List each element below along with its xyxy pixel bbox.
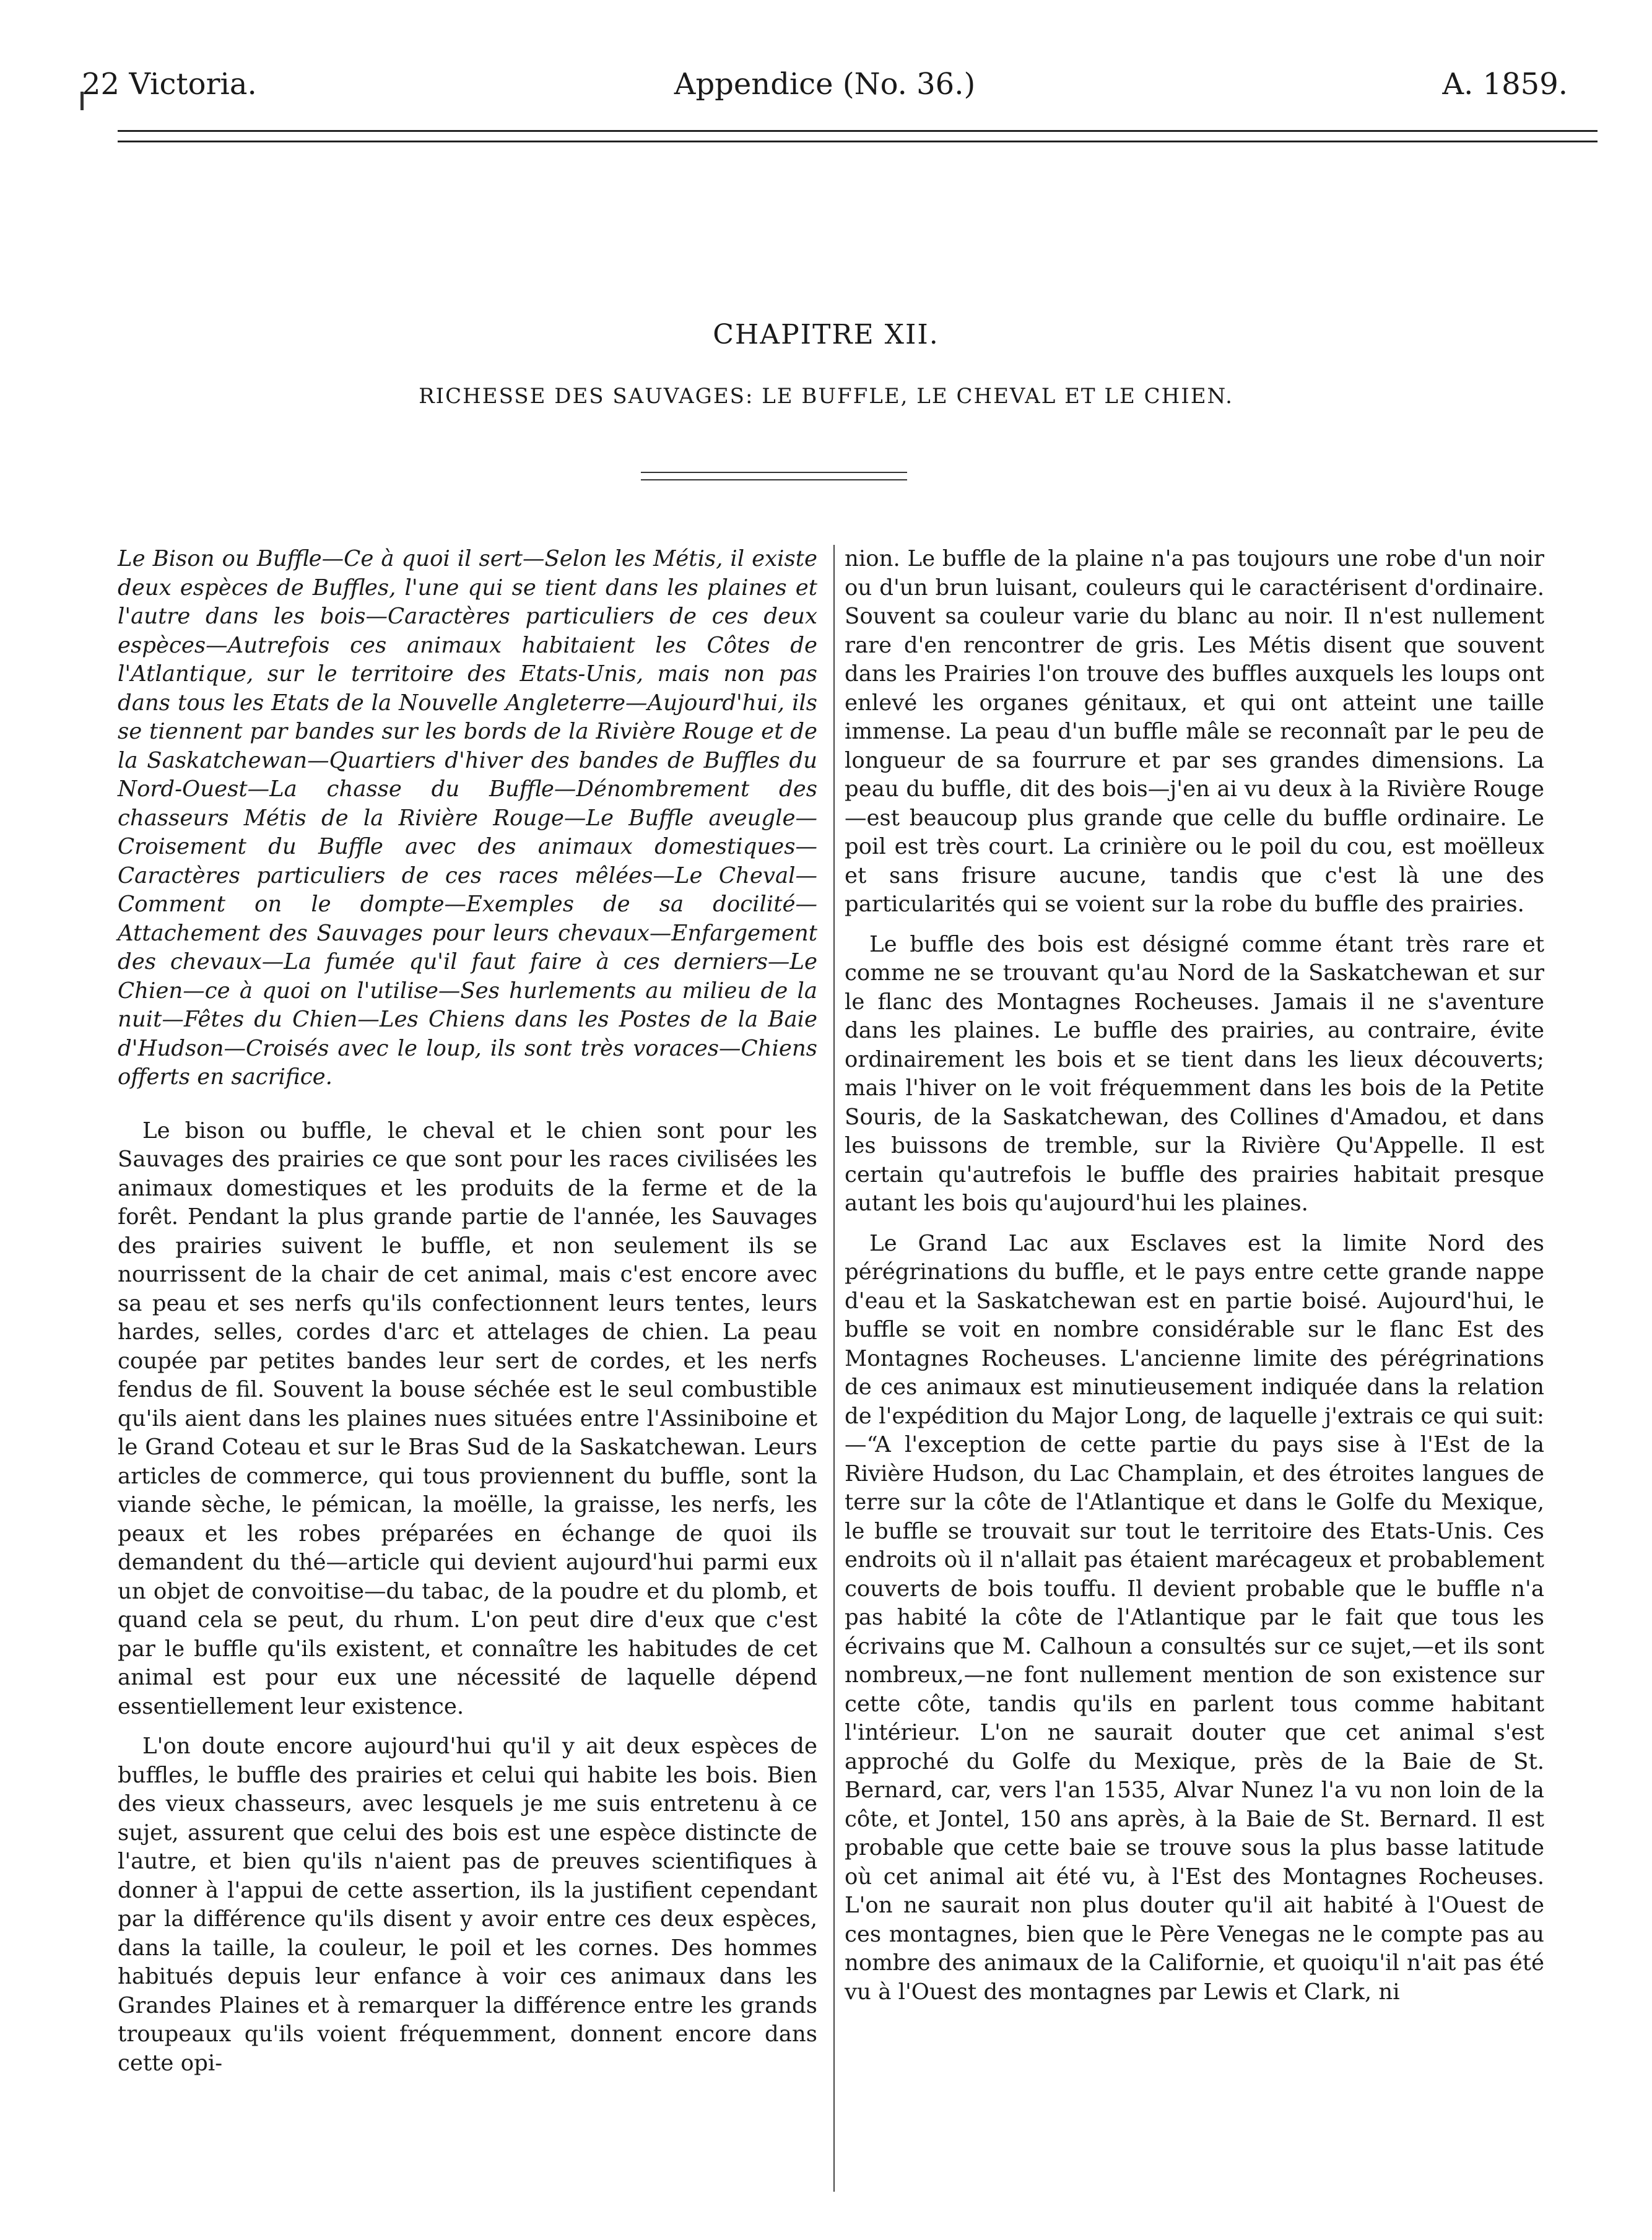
- paragraph: nion. Le buffle de la plaine n'a pas toujours une robe d'un noir ou d'un brun luisant, couleurs qui le caractérisent d'ordinaire. Souvent sa couleur varie du blanc au noir. Il n'est nullement rare d'en rencontrer de gris. Les Métis disent que souvent dans les Prairies l'on trouve des buffles auxquels les loups ont enlevé les organes génitaux, et qui ont atteint une taille immense. La peau d'un buffle mâle se reconnaît par le peu de longueur de sa fourrure et par ses grandes dimensions. La peau du buffle, dit des bois—j'en ai vu deux à la Rivière Rouge—est beaucoup plus grande que celle du buffle ordinaire. Le poil est très court. La crinière ou le poil du cou, est moëlleux et sans frisure aucune, tandis que c'est là une des particularités qui se voient sur la robe du buffle des prairies.: [845, 546, 1544, 917]
- column-divider: [833, 545, 835, 2192]
- title-ornament-rule: [641, 472, 907, 480]
- paragraph: L'on doute encore aujourd'hui qu'il y ait deux espèces de buffles, le buffle des prairies et celui qui habite les bois. Bien des vieux chasseurs, avec lesquels je me suis entretenu à ce sujet, assurent que celui des bois est une espèce distincte de l'autre, et bien qu'ils n'aient pas de preuves scientifiques à donner à l'appui de cette assertion, ils la justifient cependant par la différence qu'ils disent y avoir entre ces deux espèces, dans la taille, la couleur, le poil et les cornes. Des hommes habitués depuis leur enfance à voir ces animaux dans les Grandes Plaines et à remarquer la différence entre les grands troupeaux qu'ils voient fréquemment, donnent encore dans cette opi-: [118, 1734, 817, 2076]
- right-column: [845, 545, 1544, 2018]
- paragraph: Le bison ou buffle, le cheval et le chien sont pour les Sauvages des prairies ce que sont pour les races civilisées les animaux domestiques et les produits de la ferme et de la forêt. Pendant la plus grande partie de l'année, les Sauvages des prairies suivent le buffle, et non seulement ils se nourrissent de la chair de cet animal, mais c'est encore avec sa peau et ses nerfs qu'ils confectionnent leurs tentes, leurs hardes, selles, cordes d'arc et attelages de chien. La peau coupée par petites bandes leur sert de cordes, et les nerfs fendus de fil. Souvent la bouse séchée est le seul combustible qu'ils aient dans les plaines nues situées entre l'Assiniboine et le Grand Coteau et sur le Bras Sud de la Saskatchewan. Leurs articles de commerce, qui tous proviennent du buffle, sont la viande sèche, le pémican, la moëlle, la graisse, les nerfs, les peaux et les robes préparées en échange de quoi ils demandent du thé—article qui devient aujourd'hui parmi eux un objet de convoitise—du tabac, de la poudre et du plomb, et quand cela se peut, du rhum. L'on peut dire d'eux que c'est par le buffle qu'ils existent, et connaître les habitudes de cet animal est pour eux une nécessité de laquelle dépend essentiellement leur existence.: [118, 1118, 817, 1719]
- paragraph: Le Grand Lac aux Esclaves est la limite Nord des pérégrinations du buffle, et le pays entre cette grande nappe d'eau et la Saskatchewan est en partie boisé. Aujourd'hui, le buffle se voit en nombre considérable sur le flanc Est des Montagnes Rocheuses. L'ancienne limite des pérégrinations de ces animaux est minutieusement indiquée dans la relation de l'expédition du Major Long, de laquelle j'extrais ce qui suit:—“A l'exception de cette partie du pays sise à l'Est de la Rivière Hudson, du Lac Champlain, et des étroites langues de terre sur la côte de l'Atlantique et dans le Golfe du Mexique, le buffle se trouvait sur tout le territoire des Etats-Unis. Ces endroits où il n'allait pas étaient marécageux et probablement couverts de bois touffu. Il devient probable que le buffle n'a pas habité la côte de l'Atlantique par le fait que tous les écrivains que M. Calhoun a consultés sur ce sujet,—et ils sont nombreux,—ne font nullement mention de son existence sur cette côte, tandis qu'ils en parlent tous comme habitant l'intérieur. L'on ne saurait douter que cet animal s'est approché du Golfe du Mexique, près de la Baie de St. Bernard, car, vers l'an 1535, Alvar Nunez l'a vu non loin de la côte, et Jontel, 150 ans après, à la Baie de St. Bernard. Il est probable que cette baie se trouve sous la plus basse latitude où cet animal ait été vu, à l'Est des Montagnes Rocheuses. L'on ne saurait non plus douter qu'il ait habité à l'Ouest de ces montagnes, bien que le Père Venegas ne le compte pas au nombre des animaux de la Californie, et quoiqu'il n'ait pas été vu à l'Ouest des montagnes par Lewis et Clark, ni: [845, 1230, 1544, 2005]
- chapter-summary: Le Bison ou Buffle—Ce à quoi il sert—Selon les Métis, il existe deux espèces de Buffles, l'une qui se tient dans les plaines et l'autre dans les bois—Caractères particuliers de ces deux espèces—Autrefois ces animaux habitaient les Côtes de l'Atlantique, sur le territoire des Etats-Unis, mais non pas dans tous les Etats de la Nouvelle Angleterre—Aujourd'hui, ils se tiennent par bandes sur les bords de la Rivière Rouge et de la Saskatchewan—Quartiers d'hiver des bandes de Buffles du Nord-Ouest—La chasse du Buffle—Dénombrement des chasseurs Métis de la Rivière Rouge—Le Buffle aveugle—Croisement du Buffle avec des animaux domestiques—Caractères particuliers de ces races mêlées—Le Cheval—Comment on le dompte—Exemples de sa docilité—Attachement des Sauvages pour leurs chevaux—Enfargement des chevaux—La fumée qu'il faut faire à ces derniers—Le Chien—ce à quoi on l'utilise—Ses hurlements au milieu de la nuit—Fêtes du Chien—Les Chiens dans les Postes de la Baie d'Hudson—Croisés avec le loup, ils sont très voraces—Chiens offerts en sacrifice.: [118, 546, 817, 1090]
- header-appendix: Appendice (No. 36.): [674, 67, 976, 102]
- running-header: [82, 59, 1568, 109]
- header-volume: 22 Victoria.: [82, 67, 257, 102]
- left-column: [118, 545, 817, 2089]
- header-year: A. 1859.: [1442, 67, 1568, 102]
- chapter-title: CHAPITRE XII.: [713, 319, 939, 350]
- chapter-subtitle: RICHESSE DES SAUVAGES: LE BUFFLE, LE CHEVAL ET LE CHIEN.: [419, 384, 1233, 409]
- paragraph: Le buffle des bois est désigné comme étant très rare et comme ne se trouvant qu'au Nord de la Saskatchewan et sur le flanc des Montagnes Rocheuses. Jamais il ne s'aventure dans les plaines. Le buffle des prairies, au contraire, évite ordinairement les bois et se tient dans les lieux découverts; mais l'hiver on le voit fréquemment dans les bois de la Petite Souris, de la Saskatchewan, des Collines d'Amadou, et dans les buissons de tremble, sur la Rivière Qu'Appelle. Il est certain qu'autrefois le buffle des prairies habitait presque autant les bois qu'aujourd'hui les plaines.: [845, 931, 1544, 1216]
- header-rule: [118, 130, 1598, 142]
